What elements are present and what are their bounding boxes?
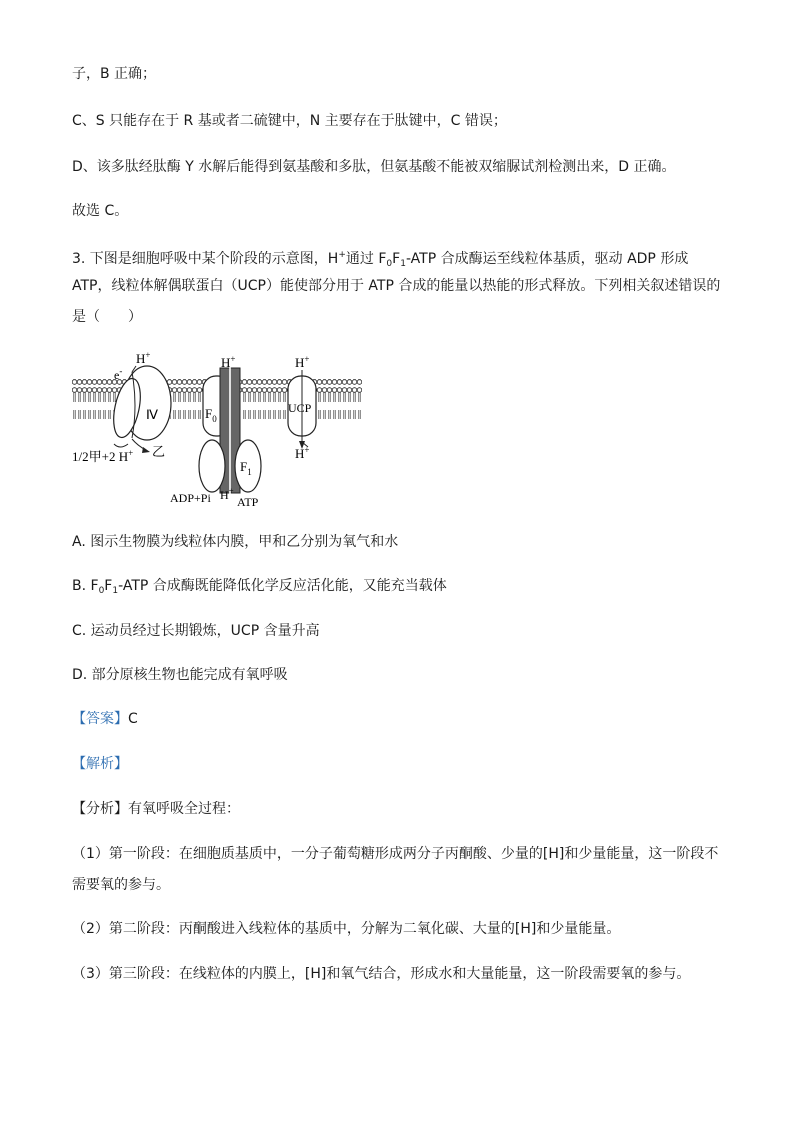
label-h-plus-top-left: H+	[136, 350, 151, 366]
text-line: D、该多肽经肽酶 Y 水解后能得到氨基酸和多肽，但氨基酸不能被双缩脲试剂检测出来，D 正确。	[72, 159, 676, 175]
option-d: D. 部分原核生物也能完成有氧呼吸	[72, 667, 288, 683]
text-line: 故选 C。	[72, 203, 129, 219]
label-h-plus-bottom-center: H+	[220, 486, 234, 502]
answer-tag: 【答案】	[72, 711, 128, 727]
option-c: C. 运动员经过长期锻炼，UCP 含量升高	[72, 623, 320, 639]
question-stem-line-1: 3. 下图是细胞呼吸中某个阶段的示意图，H+通过 $F_0F_1$-ATP 合成酶运至线粒体基质，驱动 ADP 形成	[72, 250, 689, 269]
option-a: A. 图示生物膜为线粒体内膜，甲和乙分别为氧气和水	[72, 534, 399, 550]
label-e-minus: e-	[114, 366, 123, 382]
option-b: B. $F_0F_1$-ATP 合成酶既能降低化学反应活化能，又能充当载体	[72, 578, 447, 596]
stage-1-line-1: （1）第一阶段：在细胞质基质中，一分子葡萄糖形成两分子丙酮酸、少量的[H]和少量能量，这一阶段不	[72, 846, 719, 862]
analysis-intro: 【分析】有氧呼吸全过程：	[72, 801, 240, 817]
label-atp: ATP	[237, 495, 259, 509]
stage-1-line-2: 需要氧的参与。	[72, 877, 170, 893]
label-h-plus-top-center: H+	[221, 354, 236, 370]
label-half-jia: 1/2甲+2 H+	[72, 448, 134, 464]
stage-2: （2）第二阶段：丙酮酸进入线粒体的基质中，分解为二氧化碳、大量的[H]和少量能量。	[72, 921, 621, 937]
label-ucp: UCP	[288, 401, 312, 415]
label-f0: $F_0$	[205, 406, 217, 424]
label-h-plus-top-right: H+	[295, 354, 310, 370]
text-line: C、S 只能存在于 R 基或者二硫键中，N 主要存在于肽键中，C 错误；	[72, 113, 507, 129]
answer-value: C	[128, 711, 138, 727]
text-line: 子，B 正确；	[72, 66, 157, 82]
label-adp-pi: ADP+Pi	[170, 491, 211, 505]
label-iv: Ⅳ	[146, 407, 158, 422]
question-stem-line-2: ATP，线粒体解偶联蛋白（UCP）能使部分用于 ATP 合成的能量以热能的形式释放。下列相关叙述错误的	[72, 278, 721, 294]
label-f1: $F_1$	[240, 459, 252, 477]
question-stem-line-3: 是（ ）	[72, 309, 142, 325]
atp-synthase-diagram	[72, 346, 372, 516]
label-h-plus-bottom-right: H+	[295, 445, 310, 461]
analysis-tag: 【解析】	[72, 756, 128, 772]
answer-line	[72, 709, 138, 729]
stage-3: （3）第三阶段：在线粒体的内膜上，[H]和氧气结合，形成水和大量能量，这一阶段需要氧的参与。	[72, 966, 691, 982]
label-yi: 乙	[152, 444, 166, 459]
